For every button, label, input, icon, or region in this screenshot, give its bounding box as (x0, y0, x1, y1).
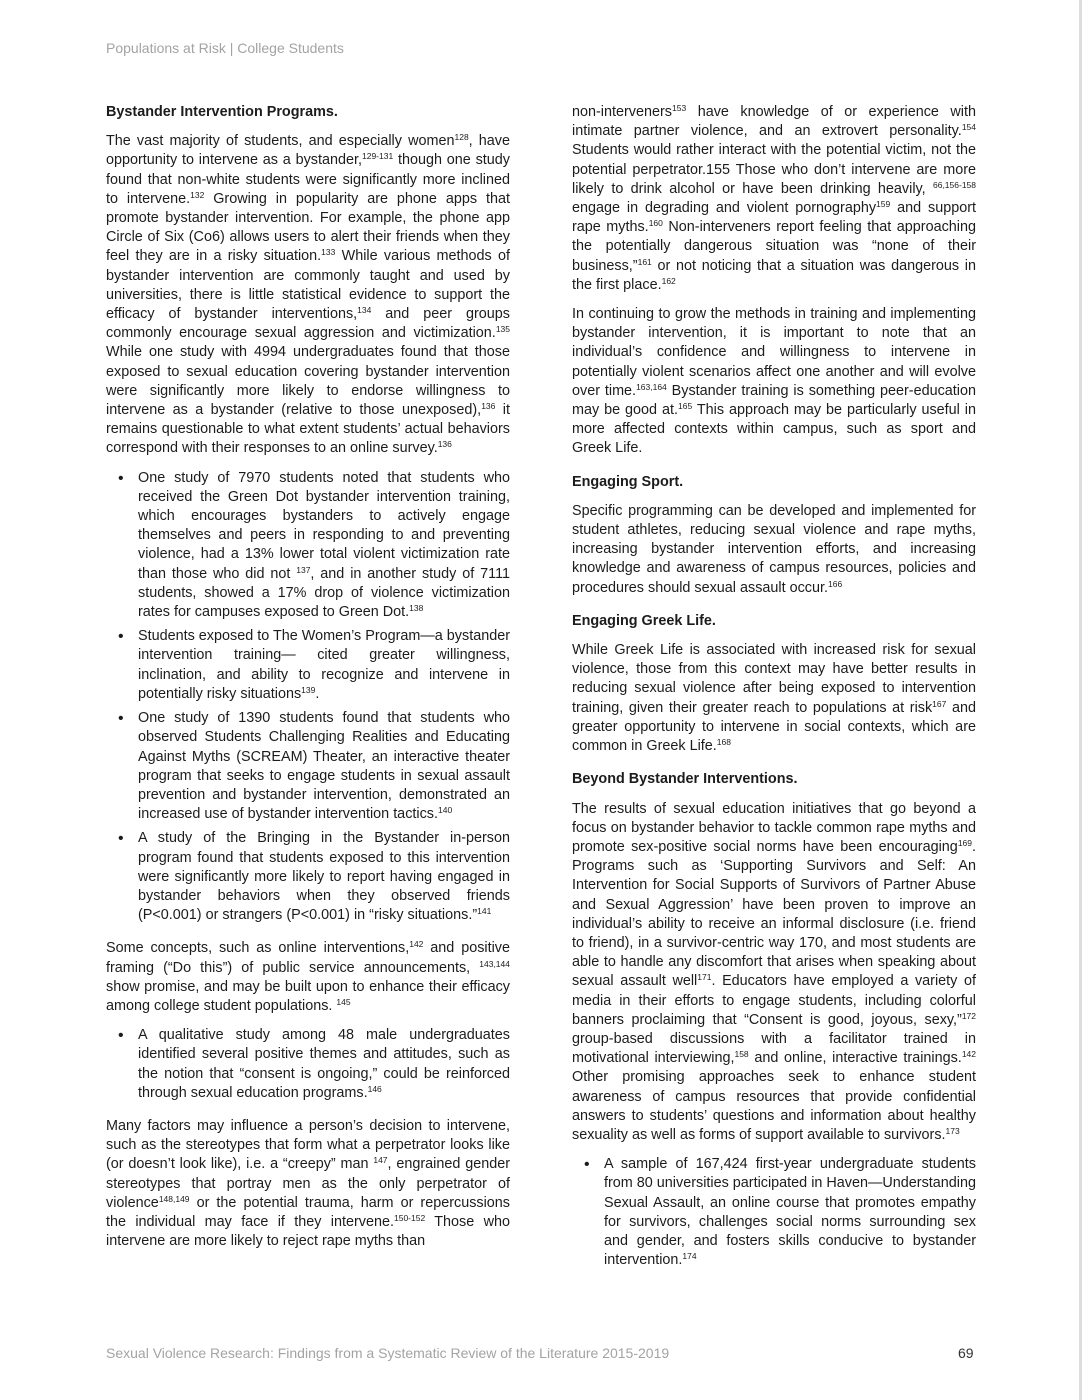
text-run: While Greek Life is associated with increased risk for sexual violence, those from this context may have better results in reducing sexual violence after being exposed to intervention training, given their greater reach to populations at risk (572, 642, 976, 716)
text-run: . (315, 685, 320, 702)
list-item (138, 627, 510, 704)
citation-ref: 166 (827, 578, 843, 589)
citation-ref: 154 (961, 122, 976, 133)
citation-ref: 165 (678, 401, 693, 412)
citation-ref: 169 (957, 837, 972, 848)
citation-ref: 142 (409, 939, 424, 950)
text-run: One study of 1390 students found that students who observed Students Challenging Realities and Educating Against Myths (SCREAM) Theater, an interactive theater program that seeks to engage students in sexual assault prevention and bystander intervention, demonstrated an increased use of bystander intervention tactics. (138, 710, 510, 823)
citation-ref: 160 (648, 218, 663, 229)
citation-ref: 143,144 (479, 958, 510, 969)
text-run: The results of sexual education initiatives that go beyond a focus on bystander behavior to tackle common rape myths and promote sex-positive social norms have been encouraging (572, 800, 976, 855)
text-run: . Programs such as ‘Supporting Survivors and Self: An Intervention for Social Supports of Survivors of Partner Abuse and Sexual Aggression’ have been proven to improve an individual’s ability to receive an informal disclosure (i.e. friend to friend), in a survivor-centric way 170, and most students are able to handle any discomfort that arises when speaking about sexual assault well (572, 838, 976, 990)
section-heading-bystander-programs: Bystander Intervention Programs. (106, 104, 338, 120)
list-item (138, 1026, 510, 1103)
bullet-list (106, 469, 510, 926)
citation-ref: 146 (367, 1083, 382, 1094)
bullet-list (106, 1026, 510, 1103)
body-paragraph (106, 939, 510, 1016)
text-run: it remains questionable to what extent students’ actual behaviors correspond with their responses to an online survey. (106, 402, 510, 457)
text-run: Non-interveners report feeling that approaching the potentially dangerous situation was “none of their business,” (572, 219, 976, 274)
text-run: Students exposed to The Women’s Program—a bystander intervention training— cited greater willingness, inclination, and ability to recognize and intervene in potentially risky situations (138, 628, 510, 702)
citation-ref: 168 (716, 737, 731, 748)
text-run: Growing in popularity are phone apps that promote bystander intervention. For example, the phone app Circle of Six (Co6) allows users to alert their friends when they feel they are in a risky situation. (106, 190, 510, 265)
list-item (138, 829, 510, 925)
citation-ref: 141 (477, 906, 492, 917)
list-item (604, 1155, 976, 1270)
citation-ref: 162 (661, 275, 676, 286)
text-run: Other promising approaches seek to enhance student awareness of campus resources that provide confidential answers to students’ questions and information about healthy sexuality as well as forms of support available to survivors. (572, 1069, 976, 1143)
text-run: group-based discussions with a facilitator trained in motivational interviewing, (572, 1030, 976, 1067)
text-run: and support rape myths. (572, 200, 976, 236)
text-run: Some concepts, such as online interventions, (106, 940, 410, 957)
body-paragraph (572, 502, 976, 598)
text-run: The vast majority of students, and especially women (106, 133, 455, 150)
citation-ref: 137 (296, 564, 311, 575)
citation-ref: 150-152 (393, 1212, 426, 1223)
text-run: or the potential trauma, harm or repercussions the individual may face if they intervene. (106, 1194, 510, 1230)
text-run: In continuing to grow the methods in training and implementing bystander intervention, it is important to note that an individual’s confidence and willingness to intervene in potentially violent scenarios affect one another and will evolve over time. (572, 306, 976, 399)
text-run: engage in degrading and violent pornography (572, 200, 877, 217)
text-run: A study of the Bringing in the Bystander in-person program found that students exposed to this intervention were significantly more likely to report having engaged in bystander behaviors when they observed friends (P<0.001) or strangers (P<0.001) in “risky situations.” (138, 830, 510, 924)
citation-ref: 136 (437, 439, 452, 450)
body-paragraph (106, 1117, 510, 1251)
citation-ref: 66,156-158 (932, 179, 976, 190)
text-run: non-interveners (572, 104, 672, 120)
text-run: Many factors may influence a person’s decision to intervene, such as the stereotypes that form what a perpetrator looks like (or doesn’t look like), i.e. a “creepy” man (106, 1117, 510, 1173)
right-column (572, 103, 976, 1284)
list-item (138, 469, 510, 623)
left-column (106, 103, 510, 1257)
citation-ref: 132 (190, 189, 205, 200)
citation-ref: 159 (876, 199, 891, 210)
text-run: or not noticing that a situation was dangerous in the first place. (572, 257, 976, 293)
text-run: show promise, and may be built upon to enhance their efficacy among college student populations. (106, 978, 510, 1014)
body-paragraph (106, 132, 510, 458)
citation-ref: 163,164 (636, 381, 667, 392)
citation-ref: 167 (932, 698, 947, 709)
citation-ref: 135 (495, 324, 510, 335)
section-heading-beyond-bystander: Beyond Bystander Interventions. (572, 771, 798, 788)
citation-ref: 172 (961, 1010, 976, 1021)
citation-ref: 174 (682, 1251, 697, 1262)
citation-ref: 153 (672, 103, 687, 113)
citation-ref: 138 (409, 603, 424, 614)
text-run: Students would rather interact with the potential victim, not the potential perpetrator.155 Those who don’t intervene are more likely to drink alcohol or have been drinking heavily, (572, 142, 976, 197)
text-run: , engrained gender stereotypes that portray men as the only perpetrator of violence (106, 1156, 510, 1211)
text-run: While one study with 4994 undergraduates found that those exposed to sexual education covering bystander intervention were significantly more likely to endorse willingness to intervene as a bystander (relative to those unexposed), (106, 344, 510, 419)
footer-title: Sexual Violence Research: Findings from a Systematic Review of the Literature 2015-2019 (106, 1345, 670, 1361)
text-run: . Educators have employed a variety of media in their efforts to engage students, including colorful banners proclaiming that “Consent is good, joyous, sexy,” (572, 973, 976, 1028)
citation-ref: 158 (734, 1049, 749, 1060)
text-run: and greater opportunity to intervene in social contexts, which are common in Greek Life. (572, 699, 976, 755)
section-heading-engaging-greek-life: Engaging Greek Life. (572, 612, 716, 629)
text-run: have knowledge of or experience with intimate partner violence, and an extrovert personality. (572, 104, 976, 140)
citation-ref: 145 (336, 996, 351, 1007)
citation-ref: 129-131 (361, 151, 394, 162)
citation-ref: 133 (321, 247, 336, 258)
citation-ref: 134 (357, 305, 372, 316)
text-run: This approach may be particularly useful in more affected contexts within campus, such as sport and Greek Life. (572, 402, 976, 457)
bullet-list (572, 1155, 976, 1270)
citation-ref: 173 (945, 1125, 960, 1136)
running-head: Populations at Risk | College Students (106, 40, 344, 56)
text-run: While various methods of bystander intervention are commonly taught and used by universities, there is little statistical evidence to support the efficacy of bystander interventions, (106, 248, 510, 323)
text-run: and online, interactive trainings. (748, 1050, 962, 1067)
text-run: Bystander training is something peer-education may be good at. (572, 382, 976, 419)
text-run: and peer groups commonly encourage sexual aggression and victimization. (106, 306, 510, 342)
citation-ref: 139 (301, 684, 316, 695)
citation-ref: 142 (961, 1049, 976, 1060)
body-paragraph (572, 800, 976, 1146)
citation-ref: 128 (454, 132, 469, 143)
citation-ref: 140 (437, 805, 453, 816)
text-run: , have opportunity to intervene as a bystander, (106, 133, 511, 169)
citation-ref: 136 (481, 401, 496, 412)
text-run: Specific programming can be developed and implemented for student athletes, reducing sexual violence and rape myths, increasing bystander intervention efforts, and increasing knowledge and awareness of campus resources, policies and procedures should sexual assault occur. (572, 502, 976, 596)
body-paragraph (572, 641, 976, 756)
citation-ref: 147 (373, 1155, 388, 1166)
text-run: and positive framing (“Do this”) of public service announcements, (106, 940, 510, 976)
text-run: A sample of 167,424 first-year undergraduate students from 80 universities participated in Haven—Understanding Sexual Assault, an online course that promotes empathy for survivors, challenges social norms surrounding sex and gender, and fosters skills conducive to bystander intervention. (604, 1156, 976, 1269)
text-run: though one study found that non-white students were significantly more inclined to intervene. (106, 152, 510, 207)
text-run: A qualitative study among 48 male undergraduates identified several positive themes and attitudes, such as the notion that “consent is ongoing,” could be reinforced through sexual education programs. (138, 1027, 510, 1101)
list-item (138, 709, 510, 824)
page-number: 69 (958, 1345, 974, 1361)
text-run: Those who intervene are more likely to reject rape myths than (106, 1213, 510, 1250)
text-run: One study of 7970 students noted that students who received the Green Dot bystander intervention training, which encourages bystanders to actively engage themselves and peers in responding to and preventing violence, had a 13% lower total violent victimization rate than those who did not (138, 469, 510, 582)
body-paragraph (572, 305, 976, 459)
citation-ref: 171 (697, 972, 712, 983)
body-paragraph (572, 103, 976, 295)
citation-ref: 161 (637, 256, 652, 267)
section-heading-engaging-sport: Engaging Sport. (572, 473, 684, 490)
text-run: , and in another study of 7111 students, showed a 17% drop of violence victimization rates for campuses exposed to Green Dot. (138, 565, 511, 621)
citation-ref: 148,149 (158, 1193, 190, 1204)
